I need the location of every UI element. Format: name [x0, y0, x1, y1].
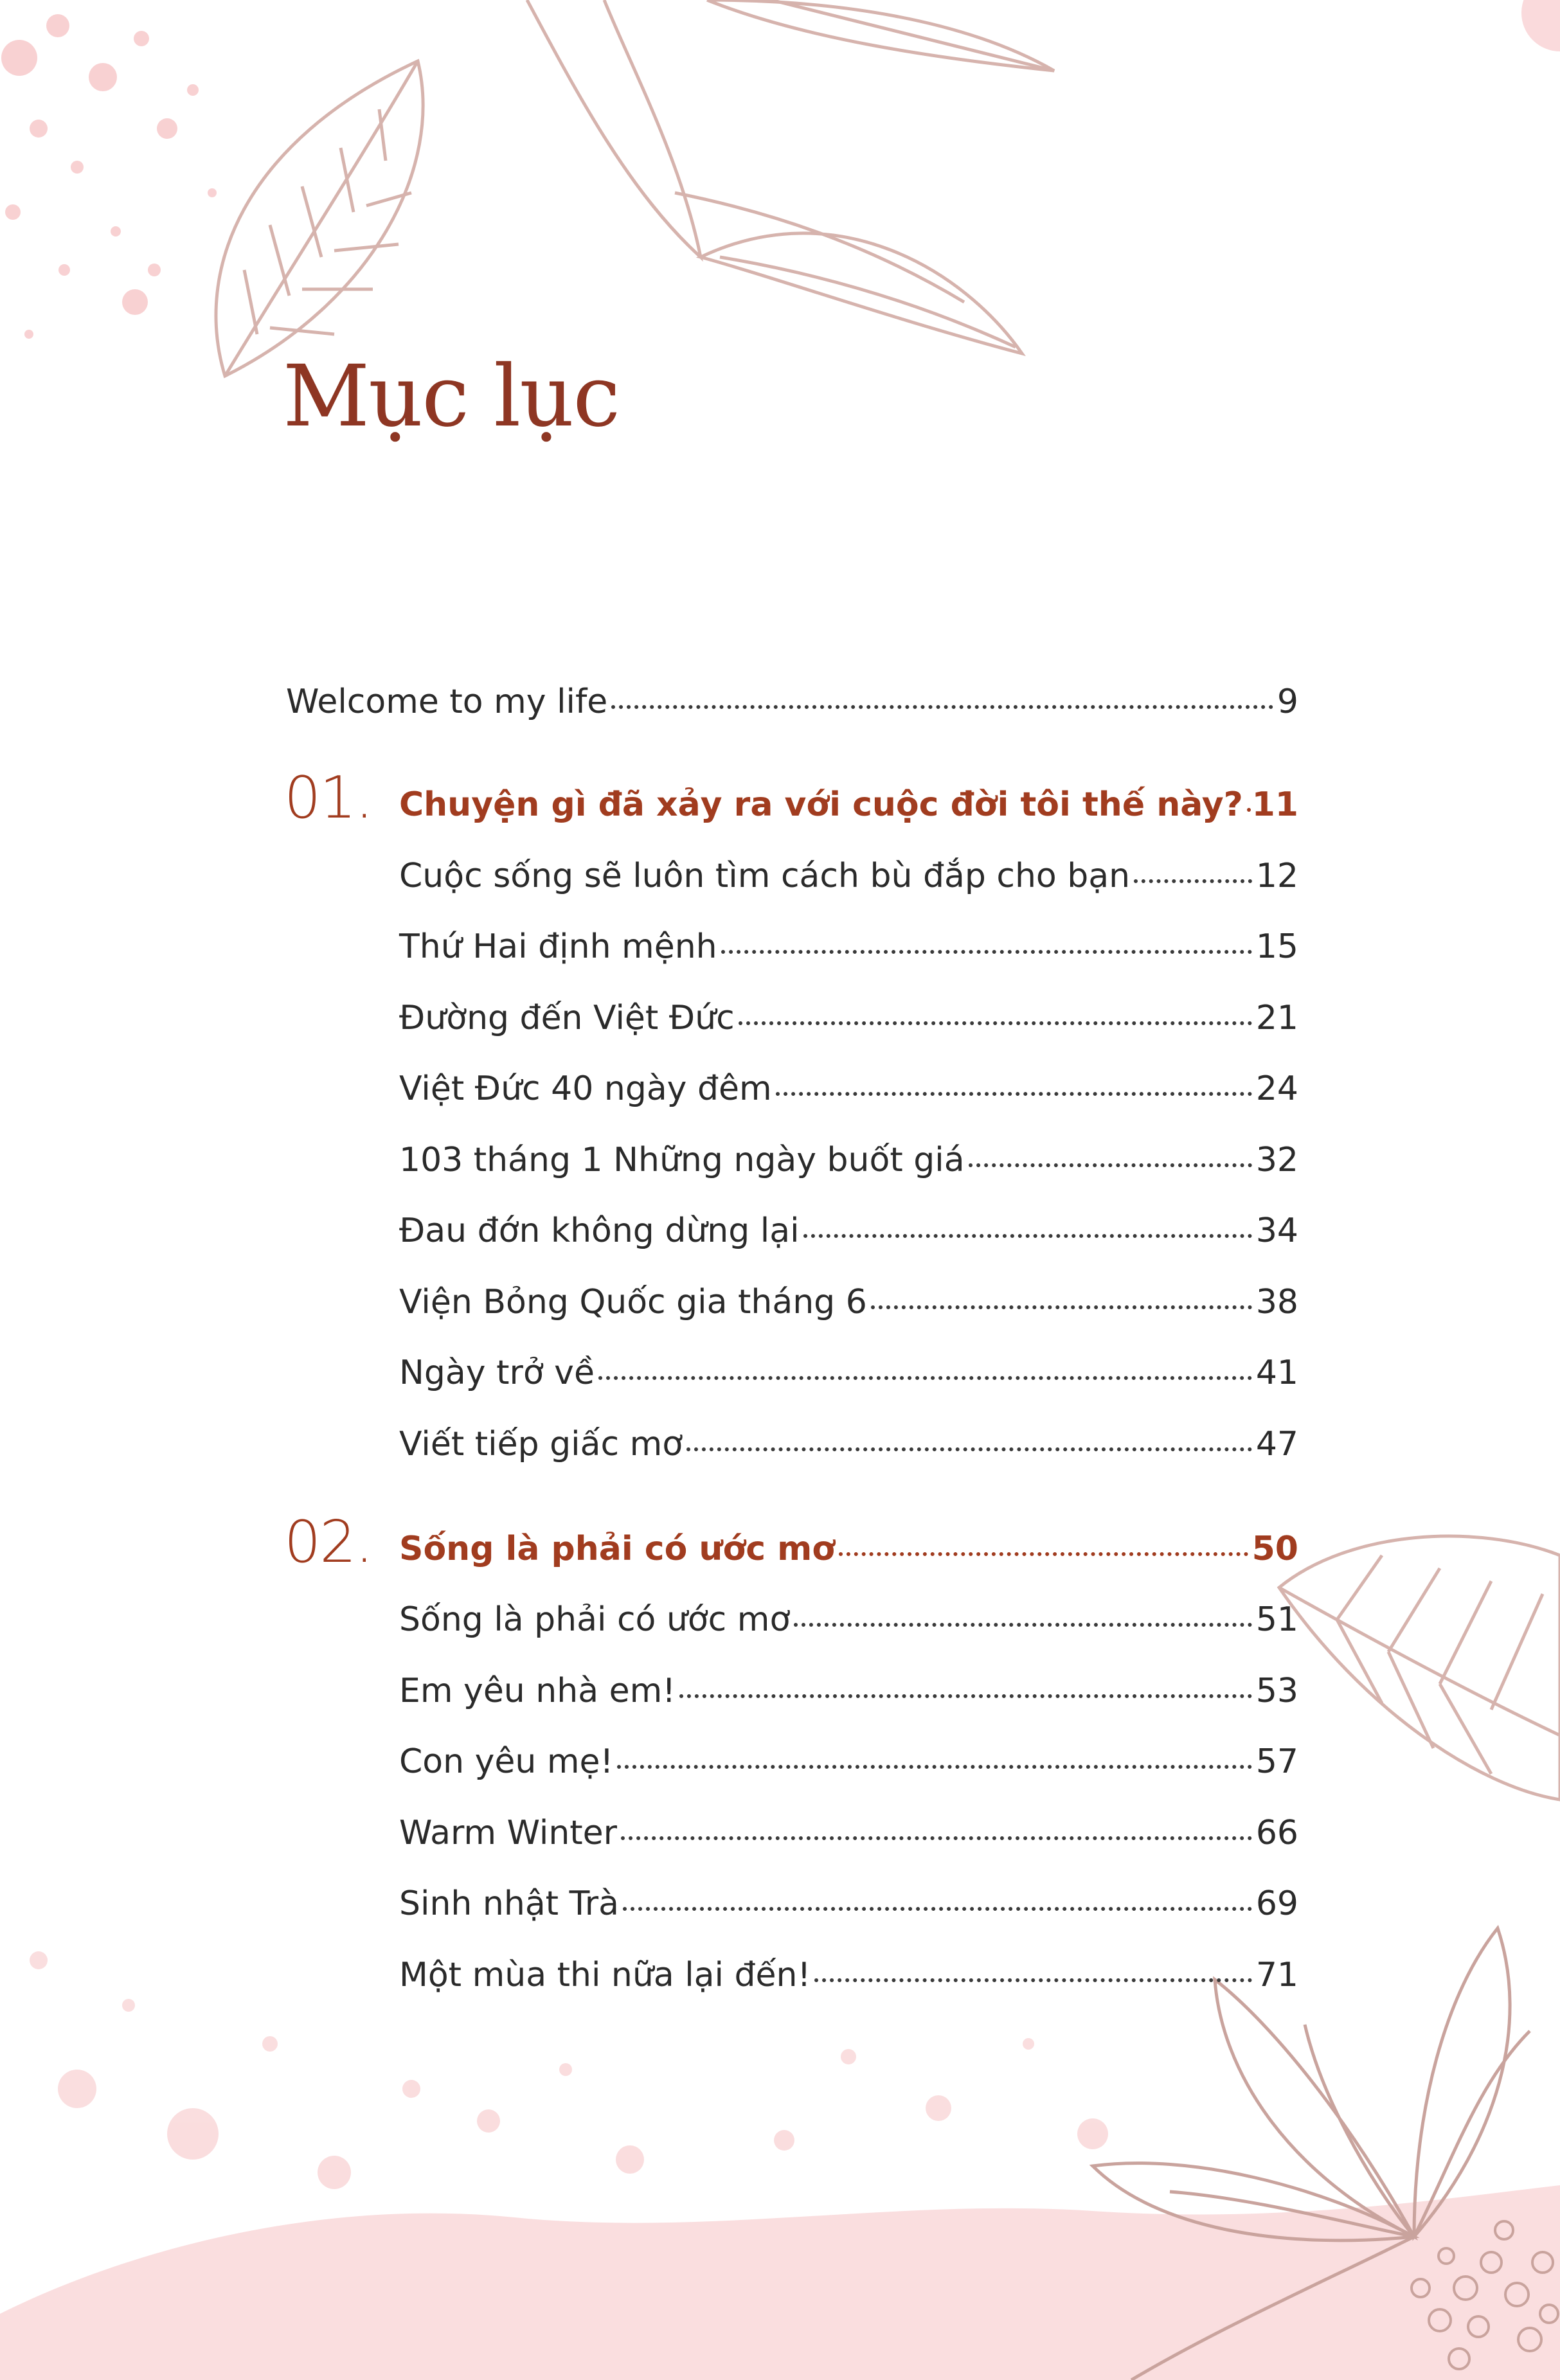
dot-leader: [598, 1376, 1252, 1380]
toc-entry[interactable]: [399, 1068, 1298, 1109]
dot-leader: [617, 1765, 1251, 1769]
chapter-page: 11: [1251, 785, 1298, 824]
toc-entry[interactable]: [399, 1670, 1298, 1712]
dot-leader: [679, 1694, 1252, 1698]
toc-entry-page: 57: [1255, 1742, 1298, 1781]
toc-entry-page: 53: [1255, 1672, 1298, 1710]
toc-entry-page: 32: [1255, 1141, 1298, 1179]
daisy-center-dots: [1412, 2221, 1558, 2369]
chapter-heading[interactable]: [399, 784, 1298, 825]
toc-entry-label: Đau đớn không dừng lại: [399, 1212, 800, 1250]
toc-entry-page: 41: [1255, 1354, 1298, 1392]
toc-entry[interactable]: [399, 1955, 1298, 1996]
dot-leader: [611, 705, 1273, 709]
dot-leader: [739, 1021, 1252, 1025]
toc-entry-page: 66: [1255, 1814, 1298, 1852]
toc-entry[interactable]: [399, 998, 1298, 1039]
toc-entry-page: 34: [1255, 1212, 1298, 1250]
toc-entry-page: 12: [1255, 857, 1298, 895]
dot-leader: [871, 1305, 1252, 1309]
toc-entry-label: Em yêu nhà em!: [399, 1672, 676, 1710]
toc-entry[interactable]: [399, 1140, 1298, 1181]
leaf-line-art-right: [1279, 1536, 1560, 1800]
toc-entry-label: Sống là phải có ước mơ: [399, 1600, 791, 1639]
dot-leader: [803, 1234, 1252, 1238]
toc-entry[interactable]: [399, 926, 1298, 967]
dot-leader: [839, 1552, 1248, 1556]
toc-entry[interactable]: [399, 1282, 1298, 1323]
chapter-title: Chuyện gì đã xảy ra với cuộc đời tôi thế này?: [399, 785, 1243, 824]
dot-leader: [969, 1163, 1252, 1167]
toc-entry-label: Cuộc sống sẽ luôn tìm cách bù đắp cho bạn: [399, 857, 1131, 895]
page-title: Mục lục: [283, 347, 620, 446]
chapter-heading[interactable]: [399, 1528, 1298, 1570]
toc-entry-page: 47: [1255, 1425, 1298, 1463]
toc-entry-label: Đường đến Việt Đức: [399, 999, 735, 1037]
chapter-title: Sống là phải có ước mơ: [399, 1530, 836, 1568]
toc-entry[interactable]: [399, 1812, 1298, 1854]
toc-entry-label: Viện Bỏng Quốc gia tháng 6: [399, 1283, 867, 1321]
toc-entry-label: 103 tháng 1 Những ngày buốt giá: [399, 1141, 965, 1179]
toc-entry-page: 21: [1255, 999, 1298, 1037]
toc-entry-page: 24: [1255, 1069, 1298, 1108]
toc-entry[interactable]: [399, 1741, 1298, 1782]
toc-entry-label: Ngày trở về: [399, 1354, 595, 1392]
toc-entry-label: Sinh nhật Trà: [399, 1884, 619, 1923]
toc-entry-label: Con yêu mẹ!: [399, 1742, 614, 1781]
toc-entry-label: Việt Đức 40 ngày đêm: [399, 1069, 772, 1108]
dot-leader: [794, 1623, 1252, 1627]
chapter-number: 01.: [284, 764, 373, 832]
dot-leader: [686, 1447, 1252, 1451]
leaf-line-art-top: [216, 0, 1054, 376]
toc-entry[interactable]: [399, 1424, 1298, 1465]
toc-entry-page: 9: [1277, 683, 1298, 721]
toc-entry-page: 71: [1255, 1956, 1298, 1994]
dot-leader: [814, 1978, 1252, 1982]
chapter-page: 50: [1251, 1530, 1298, 1568]
daisy-line-art-bottom-right: [1093, 1928, 1530, 2380]
dot-leader: [776, 1092, 1252, 1096]
toc-entry-label: Viết tiếp giấc mơ: [399, 1425, 683, 1463]
toc-entry-label: Thứ Hai định mệnh: [399, 927, 717, 966]
toc-entry-label: Warm Winter: [399, 1814, 618, 1852]
toc-entry[interactable]: [399, 1210, 1298, 1251]
dot-leader: [621, 1836, 1252, 1840]
toc-entry-label: Một mùa thi nữa lại đến!: [399, 1956, 811, 1994]
toc-entry-page: 69: [1255, 1884, 1298, 1923]
toc-entry[interactable]: [399, 855, 1298, 897]
toc-entry[interactable]: [399, 1599, 1298, 1640]
toc-entry-intro[interactable]: [286, 681, 1298, 722]
dot-leader: [1247, 808, 1248, 812]
watercolor-splash-bottom: [0, 1951, 1560, 2380]
toc-entry-page: 15: [1255, 927, 1298, 966]
toc-entry[interactable]: [399, 1352, 1298, 1393]
dot-leader: [721, 950, 1252, 954]
toc-entry[interactable]: [399, 1883, 1298, 1924]
toc-entry-page: 38: [1255, 1283, 1298, 1321]
corner-petal: [1521, 0, 1560, 51]
toc-entry-label: Welcome to my life: [286, 683, 608, 721]
dot-leader: [1134, 879, 1252, 883]
watercolor-splash-top-left: [1, 14, 217, 339]
dot-leader: [623, 1907, 1252, 1911]
chapter-number: 02.: [284, 1508, 373, 1576]
toc-entry-page: 51: [1255, 1600, 1298, 1639]
